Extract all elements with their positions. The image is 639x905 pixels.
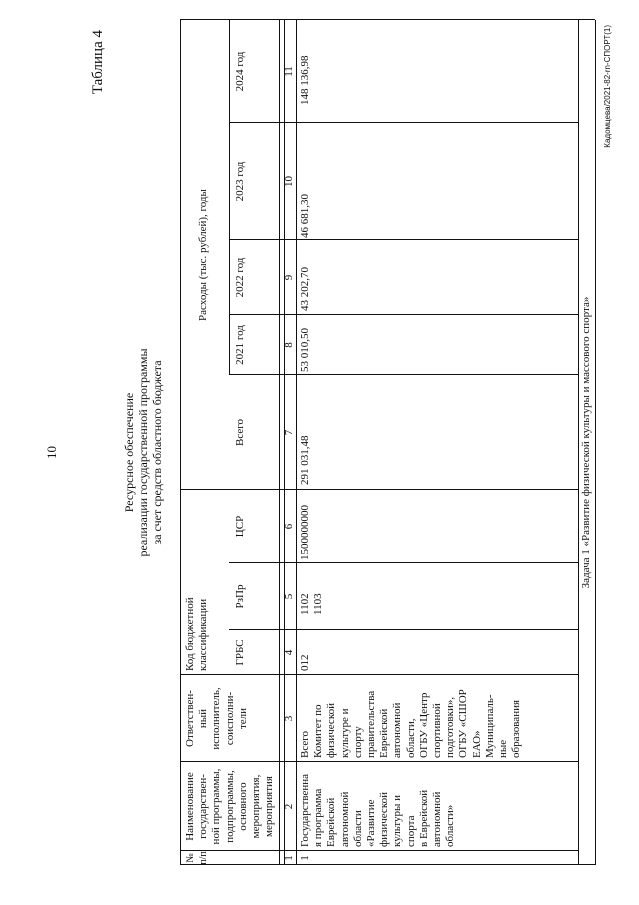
table-heading bbox=[122, 0, 164, 905]
header-2022: 2022 год bbox=[234, 257, 246, 298]
header-executor: Ответствен- ный исполнитель, соисполни- тели bbox=[184, 687, 249, 750]
value-2024: 148 136,98 bbox=[299, 55, 311, 105]
column-number: 6 bbox=[283, 523, 295, 530]
column-number: 11 bbox=[283, 66, 295, 77]
column-number: 8 bbox=[283, 342, 295, 348]
header-no: № п/п bbox=[185, 851, 210, 865]
task-row: Задача 1 «Развитие физической культуры и массового спорта» bbox=[580, 296, 592, 589]
csr-value: 1500000000 bbox=[299, 505, 311, 560]
column-number: 3 bbox=[283, 715, 295, 722]
column-number: 10 bbox=[283, 176, 295, 187]
header-2023: 2023 год bbox=[234, 161, 246, 202]
document-footer: Кадомцева/2021-82-rn-СПОРТ(1) bbox=[603, 25, 612, 148]
page-number: 10 bbox=[44, 446, 59, 459]
total-value: 291 031,48 bbox=[299, 435, 311, 485]
heading-line-1: Ресурсное обеспечение bbox=[122, 392, 136, 513]
header-budget-code: Код бюджетной классификации bbox=[184, 597, 210, 671]
column-number: 7 bbox=[283, 429, 295, 436]
column-number: 9 bbox=[283, 274, 295, 281]
program-executors: Всего Комитет по физической культуре и спорту правительства Еврейской автономной области, ОГБУ «Центр спортивной подготовки», ОГБУ «СШОР ЕАО» Муниципаль- ные образования bbox=[299, 689, 523, 758]
column-number: 1 bbox=[283, 855, 295, 861]
header-name: Наименование государствен- ной программы, подпрограммы, основного мероприятия, мероприятия bbox=[184, 768, 276, 845]
column-number: 4 bbox=[283, 649, 295, 656]
value-2022: 43 202,70 bbox=[299, 267, 311, 311]
rzpr-value: 1102 1103 bbox=[299, 593, 325, 615]
value-2023: 46 681,30 bbox=[299, 194, 311, 238]
header-expenses: Расходы (тыс. рублей), годы bbox=[197, 189, 209, 321]
column-number: 2 bbox=[283, 803, 295, 810]
column-number: 5 bbox=[283, 593, 295, 600]
header-csr: ЦСР bbox=[234, 515, 246, 538]
heading-line-3: за счет средств областного бюджета bbox=[150, 360, 164, 545]
heading-line-2: реализации государственной программы bbox=[136, 348, 150, 557]
header-grbs: ГРБС bbox=[234, 639, 246, 666]
header-2024: 2024 год bbox=[234, 51, 246, 92]
header-rzpr: РзПр bbox=[234, 584, 246, 609]
header-total: Всего bbox=[234, 419, 246, 446]
row-number: 1 bbox=[299, 855, 311, 861]
header-2021: 2021 год bbox=[234, 325, 246, 365]
value-2021: 53 010,50 bbox=[299, 328, 311, 372]
table-label: Таблица 4 bbox=[90, 30, 106, 95]
grbs-value: 012 bbox=[299, 654, 311, 671]
program-name: Государственна я программа Еврейской автономной области «Развитие физической культуры и спорта в Еврейской автономной области» bbox=[299, 773, 457, 847]
